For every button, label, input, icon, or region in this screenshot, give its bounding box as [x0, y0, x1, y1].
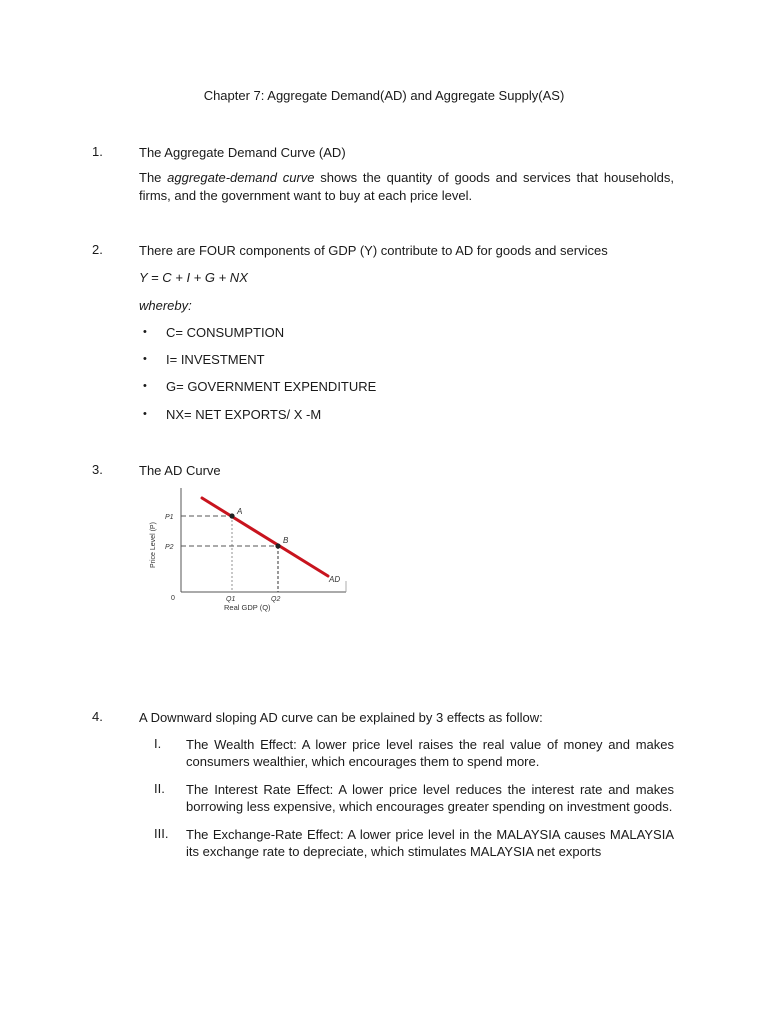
y-tick-p2: P2 [165, 544, 174, 551]
section-4-number: 4. [92, 709, 103, 724]
x-tick-q2: Q2 [271, 596, 281, 603]
effect-1-wealth: The Wealth Effect: A lower price level raises the real value of money and makes consumers wealthier, which encourages them to spend more. [186, 737, 674, 769]
section-2-number: 2. [92, 242, 103, 257]
section-1-heading: The Aggregate Demand Curve (AD) [139, 145, 346, 160]
paragraph-rest: shows the quantity of goods and services that households, firms, and the government want to buy at each price level. [139, 170, 674, 203]
section-3-number: 3. [92, 462, 103, 477]
term-aggregate-demand-curve: aggregate-demand curve [167, 170, 315, 185]
point-a-label: A [237, 507, 243, 516]
effect-3-exchange-rate: The Exchange-Rate Effect: A lower price level in the MALAYSIA causes MALAYSIA its exchange rate to depreciate, which stimulates MALAYSIA net exports [186, 827, 674, 859]
x-tick-q1: Q1 [226, 596, 236, 603]
section-1-paragraph [139, 169, 674, 205]
y-tick-p1: P1 [165, 514, 174, 521]
bullet-marker: • [143, 408, 147, 420]
ad-series-label: AD [329, 575, 341, 584]
bullet-marker: • [143, 353, 147, 365]
ad-curve-line [202, 498, 328, 576]
component-consumption: C= CONSUMPTION [166, 325, 285, 340]
x-axis-label: Real GDP (Q) [224, 603, 271, 612]
effect-1-numeral: I. [154, 736, 162, 751]
section-3-heading: The AD Curve [139, 463, 221, 478]
effect-2-numeral: II. [154, 781, 165, 796]
effect-3-numeral: III. [154, 826, 169, 841]
point-b [275, 543, 280, 548]
whereby-label: whereby: [139, 298, 192, 313]
paragraph-start: The [139, 170, 162, 185]
bullet-marker: • [143, 380, 147, 392]
page-title: Chapter 7: Aggregate Demand(AD) and Aggregate Supply(AS) [203, 88, 565, 103]
section-4-heading: A Downward sloping AD curve can be explained by 3 effects as follow: [139, 710, 543, 725]
point-a [229, 513, 234, 518]
component-net-exports: NX= NET EXPORTS/ X -M [166, 407, 322, 422]
section-1-number: 1. [92, 144, 103, 159]
component-investment: I= INVESTMENT [166, 352, 265, 367]
y-axis-label: Price Level (P) [150, 522, 157, 568]
ad-curve-chart [140, 486, 360, 621]
section-2-heading: There are FOUR components of GDP (Y) contribute to AD for goods and services [139, 243, 608, 258]
point-b-label: B [283, 536, 289, 545]
origin-label: 0 [171, 595, 175, 602]
gdp-equation: Y = C + I + G + NX [139, 270, 248, 285]
component-government: G= GOVERNMENT EXPENDITURE [166, 379, 377, 394]
effect-2-interest-rate: The Interest Rate Effect: A lower price level reduces the interest rate and makes borrowing less expensive, which encourages greater spending on investment goods. [186, 782, 674, 814]
bullet-marker: • [143, 326, 147, 338]
